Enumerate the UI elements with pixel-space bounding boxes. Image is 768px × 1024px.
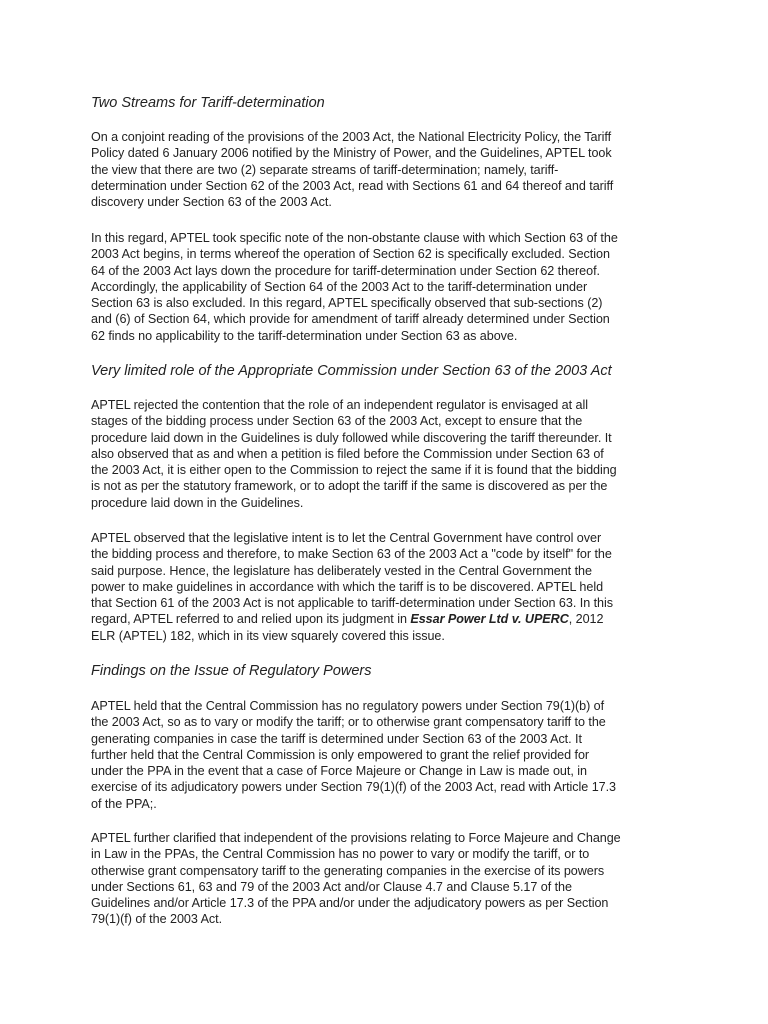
text-line: APTEL observed that the legislative intent is to let the Central Government have control over xyxy=(91,531,602,545)
paragraph-legislative-intent xyxy=(91,530,613,644)
text-line: Accordingly, the applicability of Section 64 of the 2003 Act to the tariff-determination under xyxy=(91,279,588,294)
paragraph-further-clarified xyxy=(91,830,621,928)
text-line: otherwise grant compensatory tariff to the generating companies in the exercise of its powers xyxy=(91,863,605,878)
text-line: In this regard, APTEL took specific note of the non-obstante clause with which Section 63 of the xyxy=(91,231,618,245)
text-line: also observed that as and when a petition is filed before the Commission under Section 63 of xyxy=(91,446,604,461)
case-citation: Essar Power Ltd v. UPERC xyxy=(410,612,569,627)
text-line: that Section 61 of the 2003 Act is not applicable to tariff-determination under Section 63. In this xyxy=(91,596,613,611)
text-line: is not as per the statutory framework, or to adopt the tariff if the same is discovered as per the xyxy=(91,479,608,494)
paragraph-conjoint-reading xyxy=(91,129,613,210)
text-line: under Sections 61, 63 and 79 of the 2003 Act and/or Clause 4.7 and Clause 5.17 of the xyxy=(91,879,572,894)
text-line: the view that there are two (2) separate streams of tariff-determination; namely, tariff- xyxy=(91,162,559,177)
text-line: further held that the Central Commission is only empowered to grant the relief provided for xyxy=(91,747,590,762)
text-line: determination under Section 62 of the 2003 Act, read with Sections 61 and 64 thereof and tariff xyxy=(91,178,614,193)
text-line: generating companies in case the tariff is determined under Section 63 of the 2003 Act. It xyxy=(91,731,582,746)
text-segment: regard, APTEL referred to and relied upon its judgment in xyxy=(91,612,411,627)
text-line: of the PPA;. xyxy=(91,796,157,811)
text-line: Guidelines and/or Article 17.3 of the PPA and/or under the adjudicatory powers as per Section xyxy=(91,896,609,911)
text-line: APTEL further clarified that independent of the provisions relating to Force Majeure and Change xyxy=(91,831,621,845)
text-line: On a conjoint reading of the provisions of the 2003 Act, the National Electricity Policy, the Tariff xyxy=(91,130,612,144)
text-line: ELR (APTEL) 182, which in its view squarely covered this issue. xyxy=(91,628,445,643)
text-line: APTEL held that the Central Commission has no regulatory powers under Section 79(1)(b) of xyxy=(91,699,605,713)
text-line: power to make guidelines in accordance with which the tariff is to be discovered. APTEL held xyxy=(91,579,604,594)
text-line: stages of the bidding process under Section 63 of the 2003 Act, except to ensure that the xyxy=(91,414,583,429)
text-line: Policy dated 6 January 2006 notified by the Ministry of Power, and the Guidelines, APTEL took xyxy=(91,146,612,161)
text-line: exercise of its adjudicatory powers under Section 79(1)(f) of the 2003 Act, read with Article 17.3 xyxy=(91,780,617,795)
text-segment: , 2012 xyxy=(568,612,604,627)
text-line: discovery under Section 63 of the 2003 Act. xyxy=(91,195,332,210)
text-line: 62 finds no applicability to the tariff-determination under Section 63 as above. xyxy=(91,328,518,343)
paragraph-non-obstante xyxy=(91,230,618,344)
section-heading-tariff-streams: Two Streams for Tariff-determination xyxy=(91,95,325,111)
text-line: 79(1)(f) of the 2003 Act. xyxy=(91,912,223,927)
text-line: the 2003 Act, so as to vary or modify the tariff; or to otherwise grant compensatory tariff to the xyxy=(91,715,606,730)
text-line: 2003 Act begins, in terms whereof the operation of Section 62 is specifically excluded. Section xyxy=(91,247,610,262)
text-line: the bidding process and therefore, to make Section 63 of the 2003 Act a "code by itself" for the xyxy=(91,547,612,562)
text-line: said purpose. Hence, the legislature has deliberately vested in the Central Government the xyxy=(91,563,592,578)
text-line: procedure laid down in the Guidelines. xyxy=(91,495,304,510)
text-line: the 2003 Act, it is either open to the Commission to reject the same if it is found that the bidding xyxy=(91,463,617,478)
text-line xyxy=(91,611,613,627)
paragraph-no-regulatory-powers xyxy=(91,698,616,812)
text-line: under the PPA in the event that a case of Force Majeure or Change in Law is made out, in xyxy=(91,764,587,779)
paragraph-regulator-role xyxy=(91,397,617,511)
text-line: procedure laid down in the Guidelines is duly followed while discovering the tariff thereunder. It xyxy=(91,430,612,445)
text-line: APTEL rejected the contention that the role of an independent regulator is envisaged at all xyxy=(91,398,588,412)
section-heading-limited-role: Very limited role of the Appropriate Commission under Section 63 of the 2003 Act xyxy=(91,363,612,379)
text-line: Section 63 is also excluded. In this regard, APTEL specifically observed that sub-sections (2) xyxy=(91,296,603,311)
text-line: and (6) of Section 64, which provide for amendment of tariff already determined under Section xyxy=(91,312,610,327)
text-line: 64 of the 2003 Act lays down the procedure for tariff-determination under Section 62 thereof. xyxy=(91,263,600,278)
section-heading-regulatory-powers: Findings on the Issue of Regulatory Powers xyxy=(91,663,372,679)
text-line: in Law in the PPAs, the Central Commission has no power to vary or modify the tariff, or to xyxy=(91,847,590,862)
